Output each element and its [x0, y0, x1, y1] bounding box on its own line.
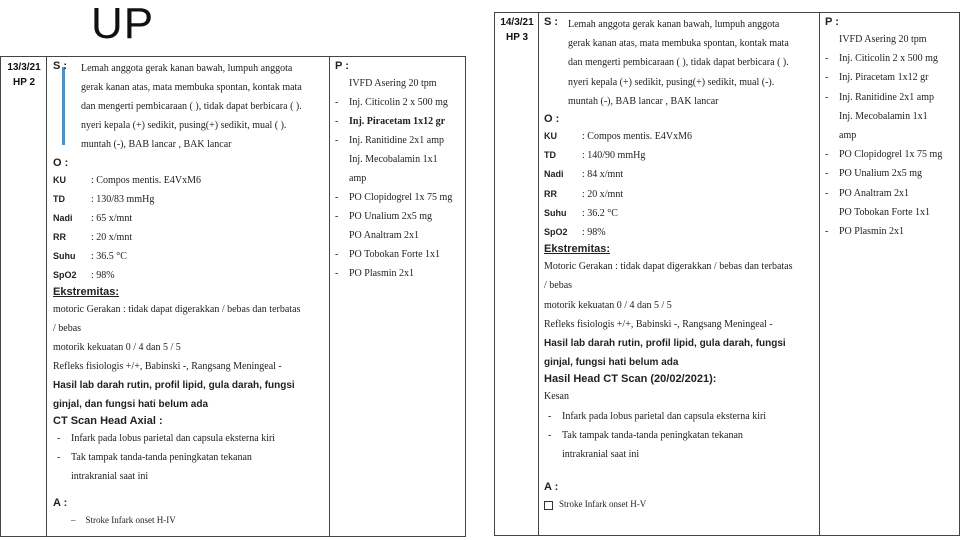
plan-item	[335, 188, 463, 207]
plan-item	[825, 68, 957, 87]
plan-bullet: -	[825, 91, 829, 103]
vital-value: : 20 x/mnt	[91, 232, 133, 243]
vital-label: Suhu	[53, 251, 76, 261]
plan-bullet: -	[825, 168, 829, 180]
plan-text: Inj. Ranitidine 2x1 amp	[349, 135, 444, 146]
column-divider	[46, 57, 47, 536]
column-divider	[329, 57, 330, 536]
subjective-section	[544, 13, 816, 111]
vital-label: RR	[544, 188, 557, 199]
vital-value: : 98%	[582, 227, 606, 239]
plan-item	[335, 245, 463, 264]
assessment-label: A :	[53, 497, 68, 509]
plan-text: PO Plasmin 2x1	[349, 268, 415, 279]
extremities-text	[53, 300, 325, 376]
plan-text: PO Tobokan Forte 1x1	[839, 206, 931, 218]
impression-label: Kesan	[544, 391, 569, 403]
plan-item	[825, 126, 957, 145]
extremities-line: motoric Gerakan : tidak dapat digerakkan / bebas dan terbatas	[53, 304, 301, 315]
ct-findings-continued: intrakranial saat ini	[562, 449, 640, 461]
plan-bullet: -	[335, 135, 339, 146]
assessment-item: – Stroke Infark onset H-IV	[71, 515, 176, 525]
vital-row	[544, 165, 816, 184]
vital-row	[544, 127, 816, 146]
plan-column	[825, 13, 957, 241]
lab-line: ginjal, fungsi hati belum ada	[544, 357, 679, 369]
date-column	[498, 15, 536, 45]
plan-item	[825, 164, 957, 183]
plan-text: Inj. Mecobalamin 1x1	[839, 110, 928, 122]
plan-bullet: -	[825, 187, 829, 199]
subjective-line: muntah (-), BAB lancar , BAK lancar	[81, 139, 232, 150]
plan-text: Inj. Mecobalamin 1x1	[349, 154, 438, 165]
extremities-label: Ekstremitas:	[544, 243, 611, 256]
vital-value: : Compos mentis. E4VxM6	[91, 175, 202, 186]
date-column	[4, 60, 44, 90]
subjective-line: nyeri kepala (+) sedikit, pusing(+) sedikit, mual ( ).	[81, 120, 287, 131]
extremities-line: / bebas	[53, 323, 82, 334]
plan-text: PO Tobokan Forte 1x1	[349, 249, 441, 260]
plan-text: Inj. Citicolin 2 x 500 mg	[349, 97, 448, 108]
subjective-line: muntah (-), BAB lancar , BAK lancar	[568, 95, 719, 107]
plan-text: Inj. Ranitidine 2x1 amp	[839, 91, 934, 103]
bullet: -	[57, 452, 61, 463]
vital-label: KU	[53, 175, 66, 185]
vital-label: TD	[544, 150, 556, 161]
vital-row	[53, 190, 325, 209]
lab-status	[53, 376, 325, 414]
plan-text: Inj. Piracetam 1x12 gr	[349, 116, 446, 127]
progress-note-hp3	[494, 12, 960, 536]
bullet: -	[57, 433, 61, 444]
ct-finding-item	[53, 429, 325, 448]
plan-text: Inj. Piracetam 1x12 gr	[839, 72, 929, 84]
vital-label: SpO2	[53, 270, 77, 280]
vital-value: : 140/90 mmHg	[582, 150, 646, 162]
vital-value: : 36.2 °C	[582, 207, 618, 219]
vital-value: : 65 x/mnt	[91, 213, 133, 224]
extremities-line: / bebas	[544, 280, 573, 292]
plan-item	[335, 207, 463, 226]
plan-item	[825, 184, 957, 203]
plan-bullet: -	[335, 268, 339, 279]
vital-row	[53, 209, 325, 228]
note-date: 13/3/21	[7, 62, 41, 73]
hospital-day: HP 2	[12, 77, 36, 88]
extremities-line: motorik kekuatan 0 / 4 dan 5 / 5	[53, 342, 181, 353]
slide-title: UP	[91, 0, 155, 48]
subjective-text	[544, 13, 816, 111]
plan-bullet: -	[335, 211, 339, 222]
ct-findings	[53, 429, 325, 467]
vital-label: KU	[544, 131, 557, 142]
vital-value: : 36.5 °C	[91, 251, 127, 262]
hospital-day: HP 3	[505, 32, 529, 43]
ct-finding-item	[544, 426, 816, 445]
vital-row	[544, 146, 816, 165]
vital-value: : 130/83 mmHg	[91, 194, 155, 205]
ct-finding-item	[544, 407, 816, 426]
ct-finding-text: Infark pada lobus parietal dan capsula eksterna kiri	[71, 433, 276, 444]
plan-list	[825, 30, 957, 241]
ct-finding-item	[53, 448, 325, 467]
lab-line: ginjal, dan fungsi hati belum ada	[53, 399, 209, 410]
plan-text: PO Plasmin 2x1	[839, 226, 905, 238]
plan-item	[825, 222, 957, 241]
plan-item	[825, 203, 957, 222]
subjective-label: S :	[53, 60, 68, 72]
plan-item	[335, 112, 463, 131]
vital-value: : 84 x/mnt	[582, 169, 624, 181]
subjective-label: S :	[544, 16, 559, 28]
subjective-line: gerak kanan atas, mata membuka spontan, kontak mata	[81, 82, 302, 93]
plan-list	[335, 74, 463, 283]
ct-finding-text: Tak tampak tanda-tanda peningkatan tekanan	[71, 452, 252, 463]
vital-label: Nadi	[544, 169, 564, 180]
subjective-line: dan mengerti pembicaraan ( ), tidak dapat berbicara ( ).	[568, 57, 789, 69]
plan-item	[825, 145, 957, 164]
progress-note-hp2	[0, 56, 466, 537]
subjective-section	[53, 57, 325, 154]
bullet: -	[548, 429, 552, 441]
plan-item	[825, 88, 957, 107]
assessment-item	[544, 495, 816, 514]
vital-row	[544, 204, 816, 223]
column-divider	[538, 13, 539, 535]
plan-item	[825, 49, 957, 68]
subjective-line: Lemah anggota gerak kanan bawah, lumpuh anggota	[81, 63, 293, 74]
plan-bullet: -	[335, 97, 339, 108]
ct-finding-text: Tak tampak tanda-tanda peningkatan tekanan	[562, 429, 743, 441]
plan-bullet: -	[335, 192, 339, 203]
subjective-line: nyeri kepala (+) sedikit, pusing(+) sedikit, mual (-).	[568, 76, 775, 88]
ct-scan-label: Hasil Head CT Scan (20/02/2021):	[544, 373, 717, 386]
plan-item	[335, 93, 463, 112]
subjective-line: gerak kanan atas, mata membuka spontan, kontak mata	[568, 38, 789, 50]
extremities-line: Refleks fisiologis +/+, Babinski -, Rangsang Meningeal -	[53, 361, 282, 372]
vital-label: TD	[53, 194, 65, 204]
soa-column	[53, 57, 325, 530]
soa-column	[544, 13, 816, 514]
plan-text: PO Clopidogrel 1x 75 mg	[839, 149, 943, 161]
vital-row	[53, 228, 325, 247]
objective-label: O :	[53, 157, 69, 169]
lab-status	[544, 334, 816, 372]
plan-item	[335, 264, 463, 283]
plan-item	[335, 150, 463, 169]
plan-item	[825, 107, 957, 126]
plan-text: PO Unalium 2x5 mg	[349, 211, 433, 222]
ct-finding-text: Infark pada lobus parietal dan capsula eksterna kiri	[562, 410, 767, 422]
subjective-line: dan mengerti pembicaraan ( ), tidak dapat berbicara ( ).	[81, 101, 302, 112]
vital-signs	[53, 171, 325, 285]
plan-bullet: -	[825, 226, 829, 238]
plan-item	[335, 226, 463, 245]
vital-row	[53, 171, 325, 190]
assessment-text: Stroke Infark onset H-V	[559, 499, 647, 510]
plan-text: amp	[349, 173, 367, 184]
assessment-text: Stroke Infark onset H-IV	[85, 515, 176, 525]
assessment-label: A :	[544, 481, 559, 494]
vital-value: : 20 x/mnt	[582, 188, 624, 200]
lab-line: Hasil lab darah rutin, profil lipid, gula darah, fungsi	[53, 380, 295, 391]
plan-text: PO Unalium 2x5 mg	[839, 168, 923, 180]
plan-label: P :	[825, 16, 839, 28]
vital-value: : 98%	[91, 270, 115, 281]
plan-text: Inj. Citicolin 2 x 500 mg	[839, 53, 938, 65]
plan-item	[335, 74, 463, 93]
plan-item	[335, 131, 463, 150]
extremities-label: Ekstremitas:	[53, 286, 120, 298]
bullet: -	[548, 410, 552, 422]
vital-row	[544, 223, 816, 242]
plan-text: amp	[839, 130, 857, 142]
extremities-line: Refleks fisiologis +/+, Babinski -, Rangsang Meningeal -	[544, 318, 773, 330]
vital-label: Suhu	[544, 207, 567, 218]
column-divider	[819, 13, 820, 535]
plan-text: IVFD Asering 20 tpm	[349, 78, 437, 89]
vital-row	[53, 247, 325, 266]
vital-label: RR	[53, 232, 66, 242]
plan-item	[335, 169, 463, 188]
plan-text: PO Clopidogrel 1x 75 mg	[349, 192, 453, 203]
checkbox-icon	[544, 501, 553, 510]
extremities-line: Motoric Gerakan : tidak dapat digerakkan / bebas dan terbatas	[544, 261, 793, 273]
vital-label: Nadi	[53, 213, 73, 223]
note-date: 14/3/21	[500, 17, 534, 28]
objective-label: O :	[544, 113, 560, 126]
plan-bullet: -	[825, 72, 829, 84]
vital-signs	[544, 127, 816, 242]
plan-text: PO Analtram 2x1	[349, 230, 419, 241]
extremities-line: motorik kekuatan 0 / 4 dan 5 / 5	[544, 299, 672, 311]
vital-value: : Compos mentis. E4VxM6	[582, 131, 693, 143]
subjective-line: Lemah anggota gerak kanan bawah, lumpuh anggota	[568, 19, 780, 30]
plan-text: PO Analtram 2x1	[839, 187, 909, 199]
plan-bullet: -	[825, 53, 829, 65]
plan-bullet: -	[335, 249, 339, 260]
plan-column	[335, 57, 463, 283]
plan-text: IVFD Asering 20 tpm	[839, 34, 927, 45]
ct-findings-continued: intrakranial saat ini	[71, 471, 149, 482]
plan-bullet: -	[825, 149, 829, 161]
ct-scan-label: CT Scan Head Axial :	[53, 415, 163, 427]
plan-item	[825, 30, 957, 49]
plan-label: P :	[335, 60, 349, 72]
lab-line: Hasil lab darah rutin, profil lipid, gula darah, fungsi	[544, 338, 786, 350]
ct-findings	[544, 407, 816, 445]
vital-row	[544, 185, 816, 204]
plan-bullet: -	[335, 116, 339, 127]
extremities-text	[544, 257, 816, 334]
vital-label: SpO2	[544, 227, 568, 238]
subjective-text	[53, 57, 325, 154]
vital-row	[53, 266, 325, 285]
